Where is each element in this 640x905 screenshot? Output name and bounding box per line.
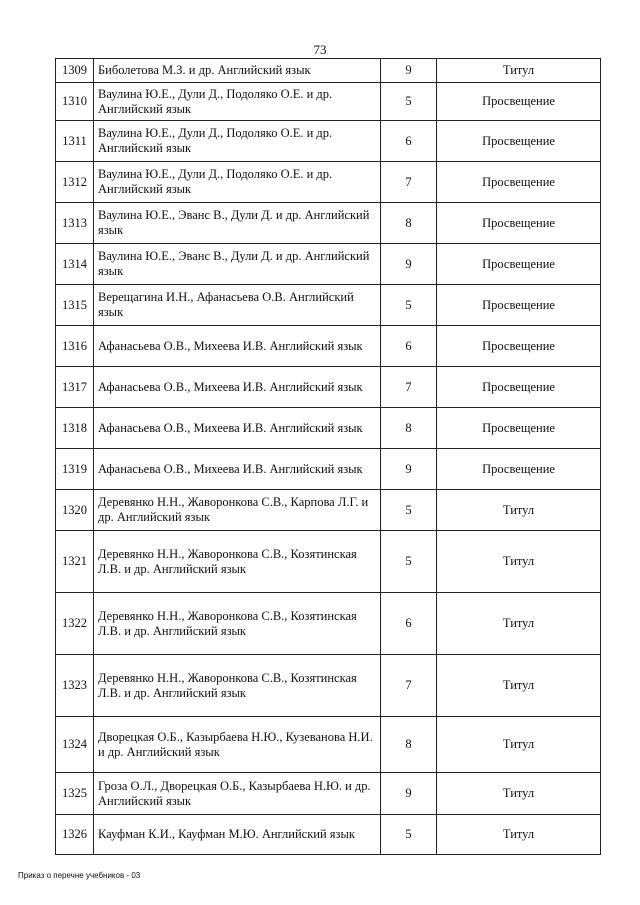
publisher: Просвещение	[437, 449, 601, 490]
author-title: Ваулина Ю.Е., Эванс В., Дули Д. и др. Английский язык	[94, 203, 381, 244]
row-number: 1323	[56, 655, 94, 717]
author-title: Афанасьева О.В., Михеева И.В. Английский язык	[94, 449, 381, 490]
author-title: Афанасьева О.В., Михеева И.В. Английский язык	[94, 408, 381, 449]
table-row	[56, 490, 601, 531]
page-number: 73	[313, 42, 327, 57]
publisher: Титул	[437, 815, 601, 855]
grade: 5	[381, 490, 437, 531]
row-number: 1322	[56, 593, 94, 655]
publisher: Просвещение	[437, 408, 601, 449]
table-row	[56, 367, 601, 408]
author-title: Ваулина Ю.Е., Эванс В., Дули Д. и др. Английский язык	[94, 244, 381, 285]
table-row	[56, 244, 601, 285]
publisher: Просвещение	[437, 121, 601, 162]
publisher: Просвещение	[437, 367, 601, 408]
publisher: Титул	[437, 593, 601, 655]
publisher: Просвещение	[437, 285, 601, 326]
grade: 5	[381, 815, 437, 855]
row-number: 1320	[56, 490, 94, 531]
author-title: Деревянко Н.Н., Жаворонкова С.В., Карпова Л.Г. и др. Английский язык	[94, 490, 381, 531]
publisher: Просвещение	[437, 244, 601, 285]
row-number: 1325	[56, 773, 94, 815]
grade: 5	[381, 285, 437, 326]
author-title: Биболетова М.З. и др. Английский язык	[94, 59, 381, 83]
table-row	[56, 773, 601, 815]
author-title: Деревянко Н.Н., Жаворонкова С.В., Козятинская Л.В. и др. Английский язык	[94, 593, 381, 655]
row-number: 1309	[56, 59, 94, 83]
footer-note: Приказ о перечне учебников - 03	[18, 871, 141, 880]
publisher: Титул	[437, 717, 601, 773]
author-title: Ваулина Ю.Е., Дули Д., Подоляко О.Е. и др. Английский язык	[94, 162, 381, 203]
publisher: Титул	[437, 655, 601, 717]
author-title: Деревянко Н.Н., Жаворонкова С.В., Козятинская Л.В. и др. Английский язык	[94, 531, 381, 593]
grade: 9	[381, 773, 437, 815]
publisher: Просвещение	[437, 162, 601, 203]
author-title: Ваулина Ю.Е., Дули Д., Подоляко О.Е. и др. Английский язык	[94, 83, 381, 121]
row-number: 1326	[56, 815, 94, 855]
table-row	[56, 815, 601, 855]
publisher: Титул	[437, 531, 601, 593]
publisher: Титул	[437, 773, 601, 815]
table-row	[56, 83, 601, 121]
publisher: Просвещение	[437, 326, 601, 367]
row-number: 1316	[56, 326, 94, 367]
table-row	[56, 203, 601, 244]
table-row	[56, 162, 601, 203]
row-number: 1311	[56, 121, 94, 162]
table-row	[56, 531, 601, 593]
row-number: 1315	[56, 285, 94, 326]
publisher: Титул	[437, 59, 601, 83]
textbook-table	[55, 58, 601, 855]
row-number: 1313	[56, 203, 94, 244]
table-row	[56, 655, 601, 717]
table-row	[56, 408, 601, 449]
grade: 8	[381, 717, 437, 773]
publisher: Просвещение	[437, 203, 601, 244]
grade: 9	[381, 449, 437, 490]
author-title: Гроза О.Л., Дворецкая О.Б., Казырбаева Н.Ю. и др. Английский язык	[94, 773, 381, 815]
grade: 8	[381, 203, 437, 244]
table-row	[56, 59, 601, 83]
row-number: 1314	[56, 244, 94, 285]
row-number: 1324	[56, 717, 94, 773]
row-number: 1319	[56, 449, 94, 490]
grade: 9	[381, 59, 437, 83]
author-title: Афанасьева О.В., Михеева И.В. Английский язык	[94, 367, 381, 408]
table-body	[56, 59, 601, 855]
author-title: Ваулина Ю.Е., Дули Д., Подоляко О.Е. и др. Английский язык	[94, 121, 381, 162]
grade: 5	[381, 83, 437, 121]
table-row	[56, 326, 601, 367]
author-title: Дворецкая О.Б., Казырбаева Н.Ю., Кузеванова Н.И. и др. Английский язык	[94, 717, 381, 773]
row-number: 1312	[56, 162, 94, 203]
row-number: 1318	[56, 408, 94, 449]
row-number: 1310	[56, 83, 94, 121]
table-row	[56, 593, 601, 655]
author-title: Деревянко Н.Н., Жаворонкова С.В., Козятинская Л.В. и др. Английский язык	[94, 655, 381, 717]
author-title: Кауфман К.И., Кауфман М.Ю. Английский язык	[94, 815, 381, 855]
publisher: Просвещение	[437, 83, 601, 121]
grade: 9	[381, 244, 437, 285]
row-number: 1321	[56, 531, 94, 593]
author-title: Верещагина И.Н., Афанасьева О.В. Английский язык	[94, 285, 381, 326]
grade: 7	[381, 367, 437, 408]
table-row	[56, 449, 601, 490]
table-row	[56, 717, 601, 773]
table-row	[56, 285, 601, 326]
grade: 6	[381, 593, 437, 655]
grade: 7	[381, 162, 437, 203]
grade: 5	[381, 531, 437, 593]
grade: 6	[381, 121, 437, 162]
grade: 6	[381, 326, 437, 367]
grade: 7	[381, 655, 437, 717]
author-title: Афанасьева О.В., Михеева И.В. Английский язык	[94, 326, 381, 367]
table-row	[56, 121, 601, 162]
grade: 8	[381, 408, 437, 449]
row-number: 1317	[56, 367, 94, 408]
publisher: Титул	[437, 490, 601, 531]
